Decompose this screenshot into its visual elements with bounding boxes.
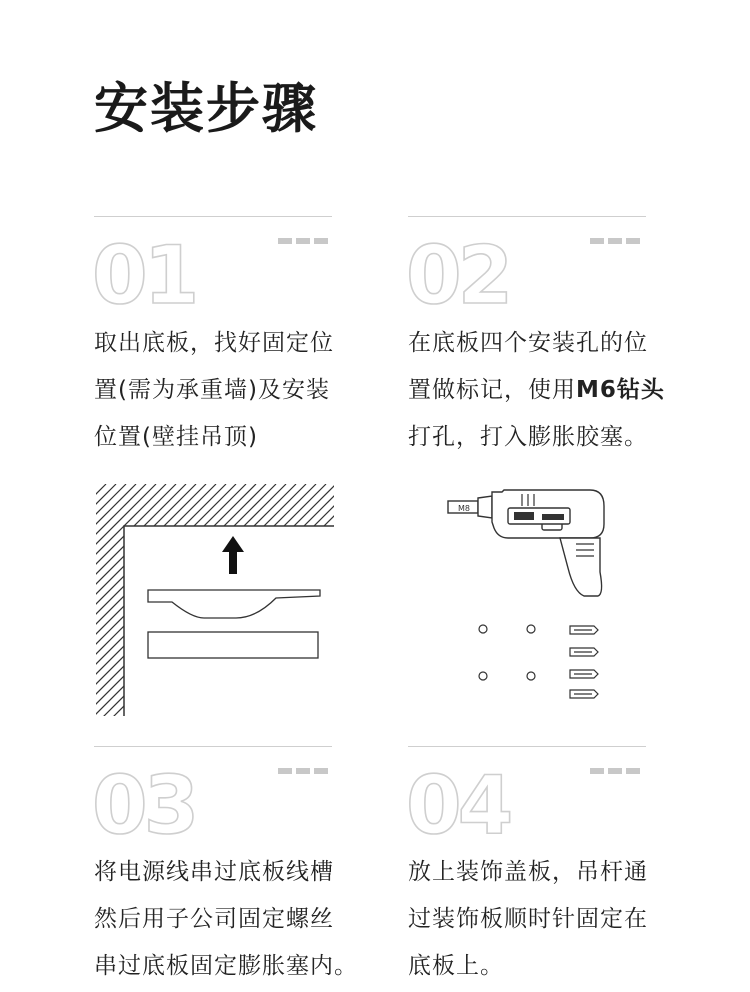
step-number: 02 bbox=[406, 229, 510, 322]
step-description bbox=[408, 320, 665, 461]
page-title: 安装步骤 bbox=[94, 77, 318, 140]
step-number: 01 bbox=[92, 229, 196, 322]
step-text-line: 将电源线串过底板线槽 bbox=[94, 859, 334, 885]
drill-holes-illustration bbox=[474, 620, 604, 700]
drill-size-label: M8 bbox=[458, 504, 470, 513]
step-number: 03 bbox=[92, 759, 196, 852]
step-description bbox=[408, 849, 648, 990]
decorative-dashes bbox=[278, 238, 328, 244]
drill-icon bbox=[448, 488, 618, 604]
drill-bit-spec: M6钻头 bbox=[576, 377, 665, 403]
wall-mount-illustration bbox=[96, 484, 336, 720]
wall-anchor-icon bbox=[570, 626, 598, 698]
step-description bbox=[94, 849, 358, 990]
decorative-dashes bbox=[590, 238, 640, 244]
step-divider bbox=[408, 216, 646, 217]
step-text-line: 位置(壁挂吊顶) bbox=[94, 424, 258, 450]
step-text-line: 置(需为承重墙)及安装 bbox=[94, 377, 330, 403]
step-number: 04 bbox=[406, 759, 510, 852]
step-text-line: 串过底板固定膨胀塞内。 bbox=[94, 953, 358, 979]
step-divider bbox=[408, 746, 646, 747]
step-text-line: 放上装饰盖板，吊杆通 bbox=[408, 859, 648, 885]
step-text-line: 底板上。 bbox=[408, 953, 504, 979]
step-text-line: 过装饰板顺时针固定在 bbox=[408, 906, 648, 932]
decorative-dashes bbox=[278, 768, 328, 774]
step-text-line: 打孔，打入膨胀胶塞。 bbox=[408, 424, 648, 450]
step-text-line: 在底板四个安装孔的位 bbox=[408, 330, 648, 356]
step-text-line: 取出底板，找好固定位 bbox=[94, 330, 334, 356]
step-text-line: 然后用子公司固定螺丝 bbox=[94, 906, 334, 932]
step-divider bbox=[94, 746, 332, 747]
step-text-line: 置做标记，使用M6钻头 bbox=[408, 377, 665, 403]
decorative-dashes bbox=[590, 768, 640, 774]
step-divider bbox=[94, 216, 332, 217]
step-description bbox=[94, 320, 334, 461]
